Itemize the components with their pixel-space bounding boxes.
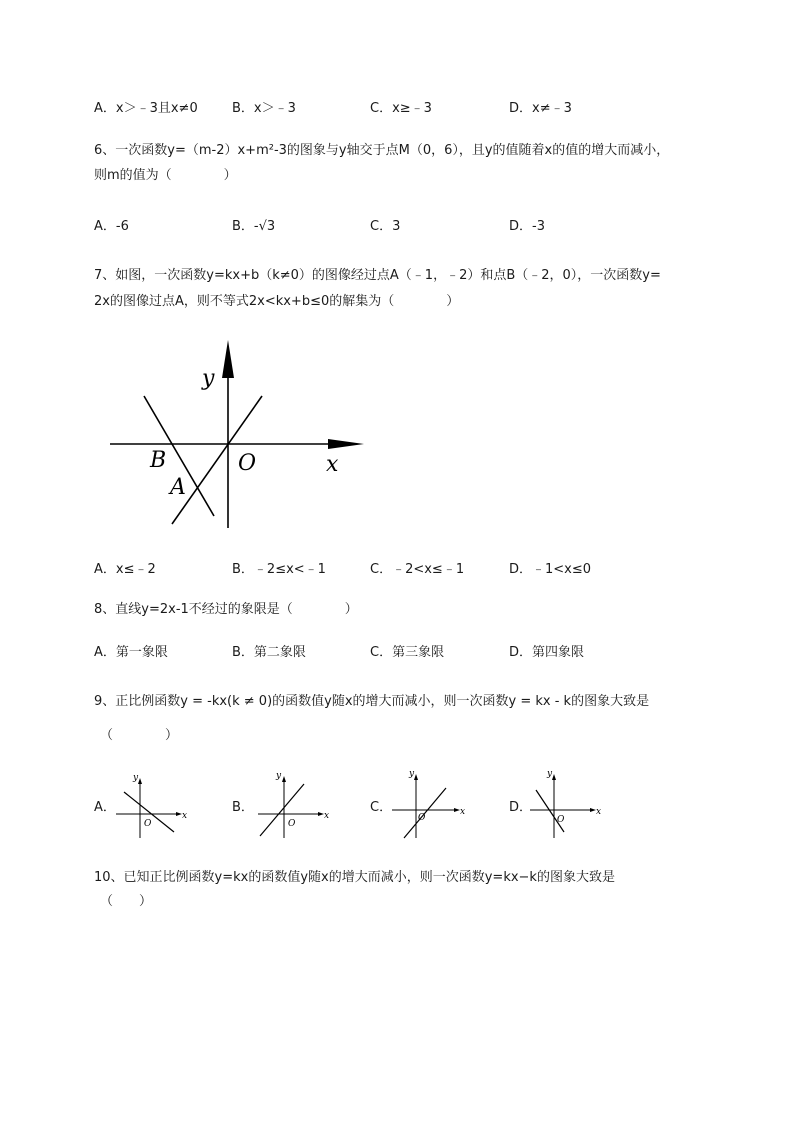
q9-d-origin-label: O xyxy=(557,815,565,825)
q7-option-d: D．﹣1<x≤0 xyxy=(509,562,592,577)
q9-c-y-label: y xyxy=(409,769,415,779)
q7-stem-line2: 2x的图像过点A，则不等式2x<kx+b≤0的解集为（ ） xyxy=(94,294,460,309)
q9-b-origin-label: O xyxy=(288,819,296,829)
q7-stem-line1: 7、如图，一次函数y=kx+b（k≠0）的图像经过点A（﹣1，﹣2）和点B（﹣2，0），一次函数y= xyxy=(94,268,661,283)
q5-option-c: C．x≥﹣3 xyxy=(370,101,432,116)
q6-option-b: B．-√3 xyxy=(232,219,276,234)
q7-option-a: A．x≤﹣2 xyxy=(94,562,156,577)
q5-option-b: B．x＞﹣3 xyxy=(232,101,296,116)
q8-stem: 8、直线y=2x-1不经过的象限是（ ） xyxy=(94,602,358,617)
q7-option-b: B．﹣2≤x<﹣1 xyxy=(232,562,326,577)
q7-y-label: y xyxy=(202,366,215,391)
q7-option-c: C．﹣2<x≤﹣1 xyxy=(370,562,465,577)
q8-option-c: C．第三象限 xyxy=(370,645,445,660)
q7-x-label: x xyxy=(326,452,339,477)
q6-option-a: A．-6 xyxy=(94,219,129,234)
q6-stem-line2: 则m的值为（ ） xyxy=(94,168,237,183)
q5-option-d: D．x≠﹣3 xyxy=(509,101,572,116)
q5-option-a: A．x＞﹣3且x≠0 xyxy=(94,101,198,116)
q9-option-d-letter: D． xyxy=(509,800,533,815)
q9-b-y-label: y xyxy=(276,771,282,781)
q9-option-c-letter: C． xyxy=(370,800,393,815)
q8-option-b: B．第二象限 xyxy=(232,645,306,660)
q9-option-b-letter: B． xyxy=(232,800,254,815)
q6-option-d: D．-3 xyxy=(509,219,545,234)
q9-d-y-label: y xyxy=(547,769,553,779)
q9-a-y-label: y xyxy=(133,773,139,783)
q9-option-b-graph xyxy=(254,770,334,840)
q9-a-origin-label: O xyxy=(144,819,152,829)
q7-point-a-label: A xyxy=(170,475,186,500)
q7-figure xyxy=(100,330,380,540)
q6-option-c: C．3 xyxy=(370,219,401,234)
q9-a-x-label: x xyxy=(182,811,188,821)
q9-option-a-letter: A． xyxy=(94,800,116,815)
q9-stem-line2: （ ） xyxy=(100,728,179,743)
q10-stem-line1: 10、已知正比例函数y=kx的函数值y随x的增大而减小，则一次函数y=kx−k的图象大致是 xyxy=(94,870,615,885)
q9-option-c-graph xyxy=(388,768,468,840)
q7-y-arrow xyxy=(222,340,234,378)
q7-x-arrow xyxy=(328,439,364,449)
q9-c-x-label: x xyxy=(460,807,466,817)
q9-b-x-label: x xyxy=(324,811,330,821)
q9-c-origin-label: O xyxy=(418,813,426,823)
q9-stem-line1: 9、正比例函数y = -kx(k ≠ 0)的函数值y随x的增大而减小，则一次函数y = kx - k的图象大致是 xyxy=(94,694,650,709)
q6-stem-line1: 6、一次函数y=（m-2）x+m²-3的图象与y轴交于点M（0，6），且y的值随着x的值的增大而减小， xyxy=(94,143,670,158)
q8-option-a: A．第一象限 xyxy=(94,645,168,660)
q10-stem-line2: （ ） xyxy=(100,894,153,909)
q9-option-d-graph xyxy=(526,768,606,840)
q7-origin-label: O xyxy=(238,451,257,476)
q9-d-x-label: x xyxy=(596,807,602,817)
q9-option-a-graph xyxy=(112,770,192,840)
q8-option-d: D．第四象限 xyxy=(509,645,585,660)
q7-point-b-label: B xyxy=(150,448,167,473)
